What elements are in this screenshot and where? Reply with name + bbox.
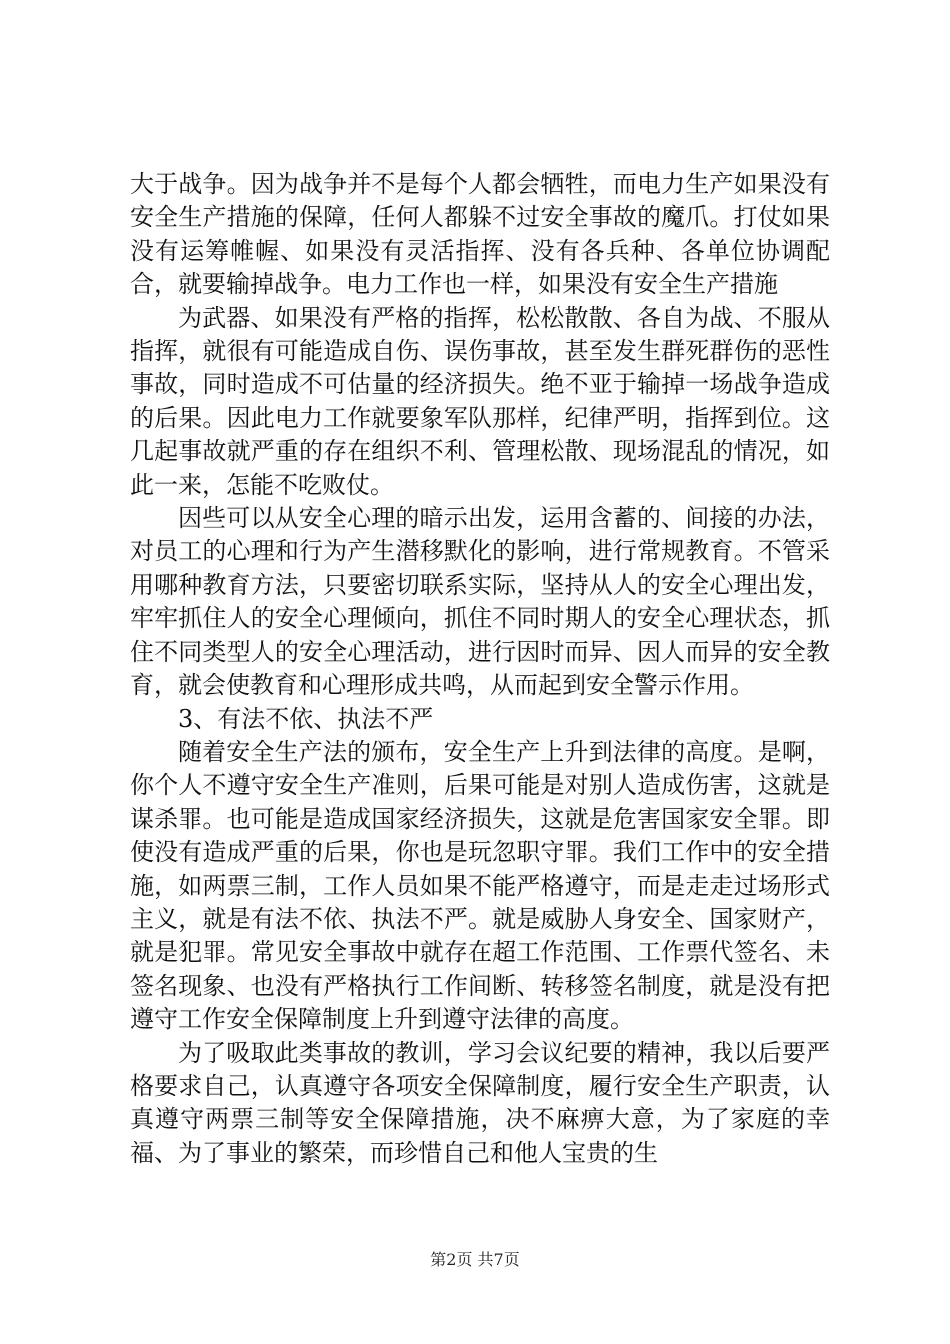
paragraph-2: 为武器、如果没有严格的指挥，松松散散、各自为战、不服从指挥，就很有可能造成自伤、误伤事故，甚至发生群死群伤的恶性事故，同时造成不可估量的经济损失。绝不亚于输掉一场战争造成的后果。因此电力工作就要象军队那样，纪律严明，指挥到位。这几起事故就严重的存在组织不利、管理松散、现场混乱的情况，如此一来，怎能不吃败仗。: [130, 303, 830, 499]
paragraph-1: 大于战争。因为战争并不是每个人都会牺牲，而电力生产如果没有安全生产措施的保障，任何人都躲不过安全事故的魔爪。打仗如果没有运筹帷幄、如果没有灵活指挥、没有各兵种、各单位协调配合，就要输掉战争。电力工作也一样，如果没有安全生产措施: [130, 170, 830, 299]
page-footer: 第2页 共7页: [430, 1250, 520, 1269]
paragraph-3: 因些可以从安全心理的暗示出发，运用含蓄的、间接的办法，对员工的心理和行为产生潜移默化的影响，进行常规教育。不管采用哪种教育方法，只要密切联系实际，坚持从人的安全心理出发，牢牢抓住人的安全心理倾向，抓住不同时期人的安全心理状态，抓住不同类型人的安全心理活动，进行因时而异、因人而异的安全教育，就会使教育和心理形成共鸣，从而起到安全警示作用。: [130, 504, 830, 700]
paragraph-5: 为了吸取此类事故的教训，学习会议纪要的精神，我以后要严格要求自己，认真遵守各项安全保障制度，履行安全生产职责，认真遵守两票三制等安全保障措施，决不麻痹大意，为了家庭的幸福、为了事业的繁荣，而珍惜自己和他人宝贵的生: [130, 1038, 830, 1167]
document-body: [130, 168, 830, 1170]
paragraph-4: 随着安全生产法的颁布，安全生产上升到法律的高度。是啊，你个人不遵守安全生产准则，后果可能是对别人造成伤害，这就是谋杀罪。也可能是造成国家经济损失，这就是危害国家安全罪。即使没有造成严重的后果，你也是玩忽职守罪。我们工作中的安全措施，如两票三制，工作人员如果不能严格遵守，而是走走过场形式主义，就是有法不依、执法不严。就是威胁人身安全、国家财产，就是犯罪。常见安全事故中就存在超工作范围、工作票代签名、未签名现象、也没有严格执行工作间断、转移签名制度，就是没有把遵守工作安全保障制度上升到遵守法律的高度。: [130, 737, 830, 1034]
section-heading: 3、有法不依、执法不严: [178, 704, 434, 733]
